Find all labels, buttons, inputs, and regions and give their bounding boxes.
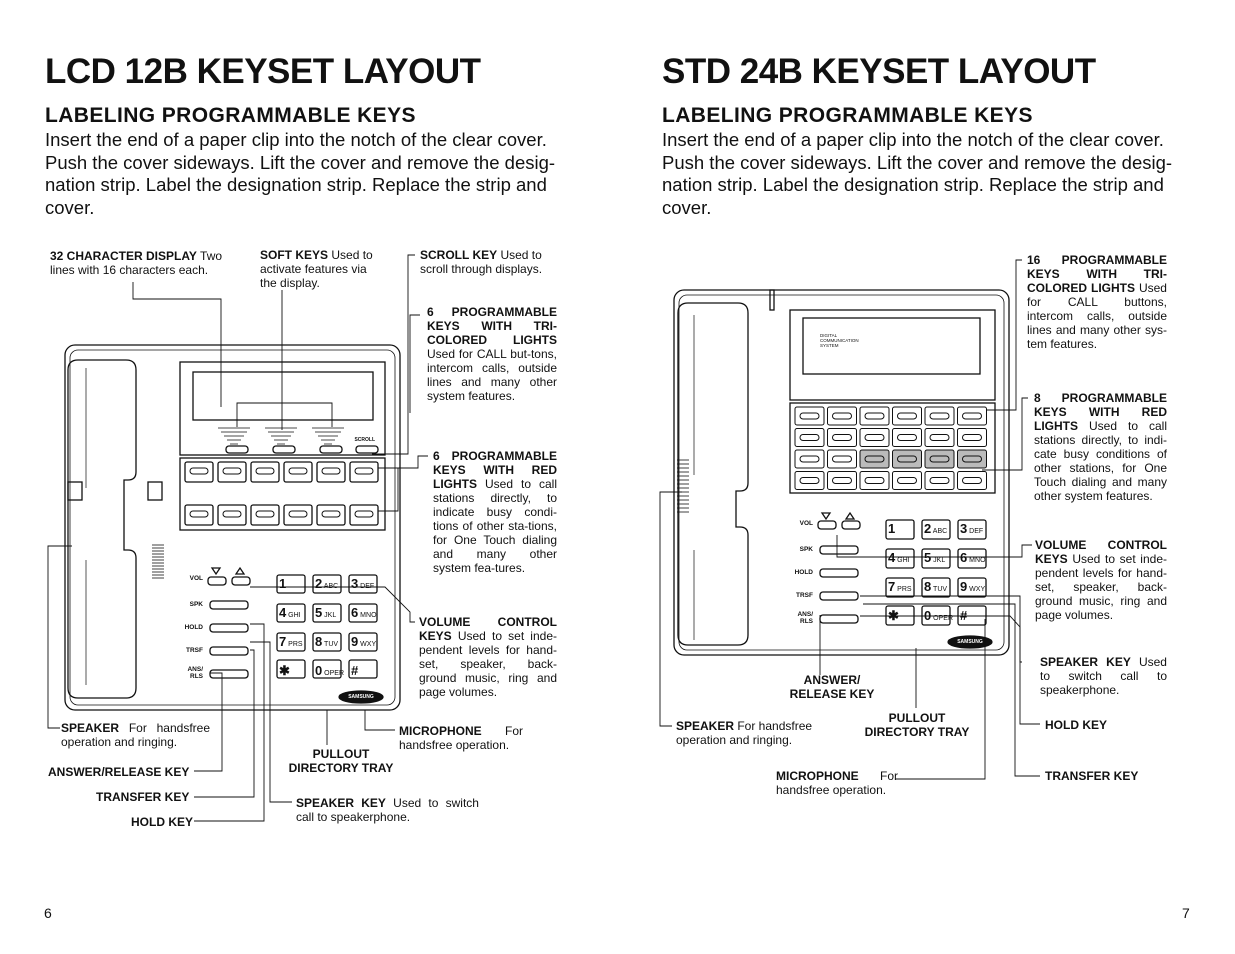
key-lamp xyxy=(833,435,852,441)
right-page-title: STD 24B KEYSET LAYOUT xyxy=(662,52,1096,91)
callout-soft-keys: SOFT KEYS Used to activate features via the display. xyxy=(260,248,373,290)
samsung-logo: SAMSUNG xyxy=(348,694,374,700)
keypad-key-label: # xyxy=(351,663,359,678)
r-vol-label: VOL xyxy=(799,520,813,527)
key-lamp xyxy=(930,435,949,441)
keypad-key-label: 5 JKL xyxy=(315,605,337,620)
callout-answer-release-key: ANSWER/RELEASE KEY xyxy=(48,765,190,779)
callout-pullout-tray: PULLOUT DIRECTORY TRAY xyxy=(288,747,394,775)
programmable-key xyxy=(860,450,889,468)
left-page-title: LCD 12B KEYSET LAYOUT xyxy=(45,52,481,91)
key-lamp xyxy=(963,435,982,441)
key-lamp xyxy=(963,413,982,419)
keypad-key-label: 8 TUV xyxy=(315,634,339,649)
callout-speaker: SPEAKER For handsfree operation and ringing. xyxy=(61,721,210,749)
key-lamp xyxy=(898,478,917,484)
r-callout-microphone: MICROPHONE For handsfree operation. xyxy=(776,769,898,797)
programmable-key xyxy=(958,429,987,447)
key-lamp xyxy=(963,478,982,484)
r-callout-tri-colored-keys: 16 PROGRAMMABLE KEYS WITH TRI-COLORED LIGHTS Used for CALL buttons, intercom calls, outside lines and many other sys-tem features. xyxy=(1027,253,1167,351)
keypad-key-label: 0 OPER xyxy=(315,663,345,678)
trsf-label: TRSF xyxy=(186,647,203,654)
key-lamp xyxy=(898,435,917,441)
r-callout-pullout-tray: PULLOUT DIRECTORY TRAY xyxy=(864,711,970,739)
spk-label: SPK xyxy=(189,601,203,608)
callout-tri-colored-keys: 6 PROGRAMMABLE KEYS WITH TRI-COLORED LIGHTS Used for CALL but-tons, intercom calls, outside lines and many other system features. xyxy=(427,305,557,403)
keypad-key-label: 1 xyxy=(888,521,896,536)
callout-microphone: MICROPHONE For handsfree operation. xyxy=(399,724,523,752)
programmable-key xyxy=(828,450,857,468)
right-intro-text: Insert the end of a paper clip into the notch of the clear cover. Push the cover sideways. Lift the cover and remove the desig-nation strip. Label the designation strip. Replace the strip and cover. xyxy=(662,129,1173,218)
callout-transfer-key: TRANSFER KEY xyxy=(96,790,190,804)
right-section-heading: LABELING PROGRAMMABLE KEYS xyxy=(662,104,1033,127)
programmable-key xyxy=(860,429,889,447)
programmable-key xyxy=(828,472,857,490)
callout-display: 32 CHARACTER DISPLAY Two lines with 16 characters each. xyxy=(50,249,223,277)
callout-volume-keys: VOLUME CONTROL KEYS Used to set inde-pendent levels for hand-set, speaker, back-ground music, ring and page volumes. xyxy=(419,615,557,699)
keypad-key-label: 6 MNO xyxy=(351,605,377,620)
callout-hold-key: HOLD KEY xyxy=(131,815,194,829)
keypad-key-label: 3 DEF xyxy=(351,576,375,591)
r-hold-label: HOLD xyxy=(794,569,813,576)
keypad-key-label: 9 WXY xyxy=(960,579,986,594)
r-callout-speaker: SPEAKER For handsfree operation and ringing. xyxy=(676,719,813,747)
programmable-key xyxy=(958,407,987,425)
callout-red-keys: 6 PROGRAMMABLE KEYS WITH RED LIGHTS Used to call stations directly, to indicate busy condi-tions of other sta-tions, for One Touch dialing and many other system fea-tures. xyxy=(433,449,557,575)
key-lamp xyxy=(833,478,852,484)
keypad-key-label: 4 GHI xyxy=(888,550,910,565)
programmable-key xyxy=(925,472,954,490)
keypad-key-label: 7 PRS xyxy=(888,579,912,594)
programmable-key xyxy=(925,407,954,425)
keypad-key-label: 4 GHI xyxy=(279,605,301,620)
keypad-key-label: 2 ABC xyxy=(315,576,339,591)
key-lamp xyxy=(930,478,949,484)
vol-label: VOL xyxy=(189,575,203,582)
keypad-key-label: # xyxy=(960,608,968,623)
key-lamp xyxy=(865,478,884,484)
keypad-key-label: 2 ABC xyxy=(924,521,948,536)
key-lamp xyxy=(930,413,949,419)
programmable-key xyxy=(893,450,922,468)
programmable-key xyxy=(828,429,857,447)
r-trsf-label: TRSF xyxy=(796,592,813,599)
r-callout-red-keys: 8 PROGRAMMABLE KEYS WITH RED LIGHTS Used to call stations directly, to indi-cate busy conditions of other stations, for One Touch dialing and many other system features. xyxy=(1034,391,1167,503)
programmable-key xyxy=(795,450,824,468)
key-lamp xyxy=(833,456,852,462)
left-intro-text: Insert the end of a paper clip into the notch of the clear cover. Push the cover sideways. Lift the cover and remove the desig-nation strip. Label the designation strip. Replace the strip and cover. xyxy=(45,129,556,218)
programmable-key xyxy=(860,407,889,425)
r-callout-volume-keys: VOLUME CONTROL KEYS Used to set inde-pendent levels for hand-set, speaker, back-ground music, ring and page volumes. xyxy=(1035,538,1167,622)
callout-scroll-key: SCROLL KEY Used to scroll through displays. xyxy=(420,248,543,276)
programmable-key xyxy=(795,472,824,490)
keypad-key-label: ✱ xyxy=(279,663,290,678)
programmable-key xyxy=(828,407,857,425)
left-section-heading: LABELING PROGRAMMABLE KEYS xyxy=(45,104,416,127)
keypad-key-label: 7 PRS xyxy=(279,634,303,649)
keypad-key-label: 5 JKL xyxy=(924,550,946,565)
right-page-number: 7 xyxy=(1182,905,1190,921)
r-callout-hold-key: HOLD KEY xyxy=(1045,718,1108,732)
key-lamp xyxy=(800,478,819,484)
r-callout-speaker-key: SPEAKER KEY Used to switch call to speakerphone. xyxy=(1040,655,1167,697)
key-lamp xyxy=(800,413,819,419)
keypad-key-label: 3 DEF xyxy=(960,521,984,536)
programmable-key xyxy=(795,407,824,425)
r-ans-rls-label: ANS/ RLS xyxy=(797,611,813,625)
r-samsung-logo: SAMSUNG xyxy=(957,639,983,645)
programmable-key xyxy=(958,472,987,490)
programmable-key xyxy=(893,407,922,425)
keypad-key-label: 6 MNO xyxy=(960,550,986,565)
key-lamp xyxy=(898,413,917,419)
r-spk-label: SPK xyxy=(799,546,813,553)
left-page-number: 6 xyxy=(44,905,52,921)
programmable-key xyxy=(893,472,922,490)
r-callout-transfer-key: TRANSFER KEY xyxy=(1045,769,1139,783)
key-lamp xyxy=(800,435,819,441)
r-callout-answer-release: ANSWER/ RELEASE KEY xyxy=(789,673,875,701)
keypad-key-label: 1 xyxy=(279,576,287,591)
key-lamp xyxy=(833,413,852,419)
programmable-key xyxy=(795,429,824,447)
programmable-key xyxy=(893,429,922,447)
hold-label: HOLD xyxy=(184,624,203,631)
programmable-key xyxy=(925,450,954,468)
ans-rls-label: ANS/ RLS xyxy=(187,666,203,680)
key-lamp xyxy=(865,413,884,419)
programmable-key xyxy=(958,450,987,468)
keypad-key-label: ✱ xyxy=(888,608,899,623)
r-system-label: DIGITAL COMMUNICATION SYSTEM xyxy=(820,333,859,348)
keypad-key-label: 8 TUV xyxy=(924,579,948,594)
callout-speaker-key: SPEAKER KEY Used to switch call to speakerphone. xyxy=(296,796,479,824)
programmable-key xyxy=(925,429,954,447)
keypad-key-label: 0 OPER xyxy=(924,608,954,623)
key-lamp xyxy=(800,456,819,462)
keypad-key-label: 9 WXY xyxy=(351,634,377,649)
scroll-label: SCROLL xyxy=(354,437,375,443)
key-lamp xyxy=(865,435,884,441)
programmable-key xyxy=(860,472,889,490)
